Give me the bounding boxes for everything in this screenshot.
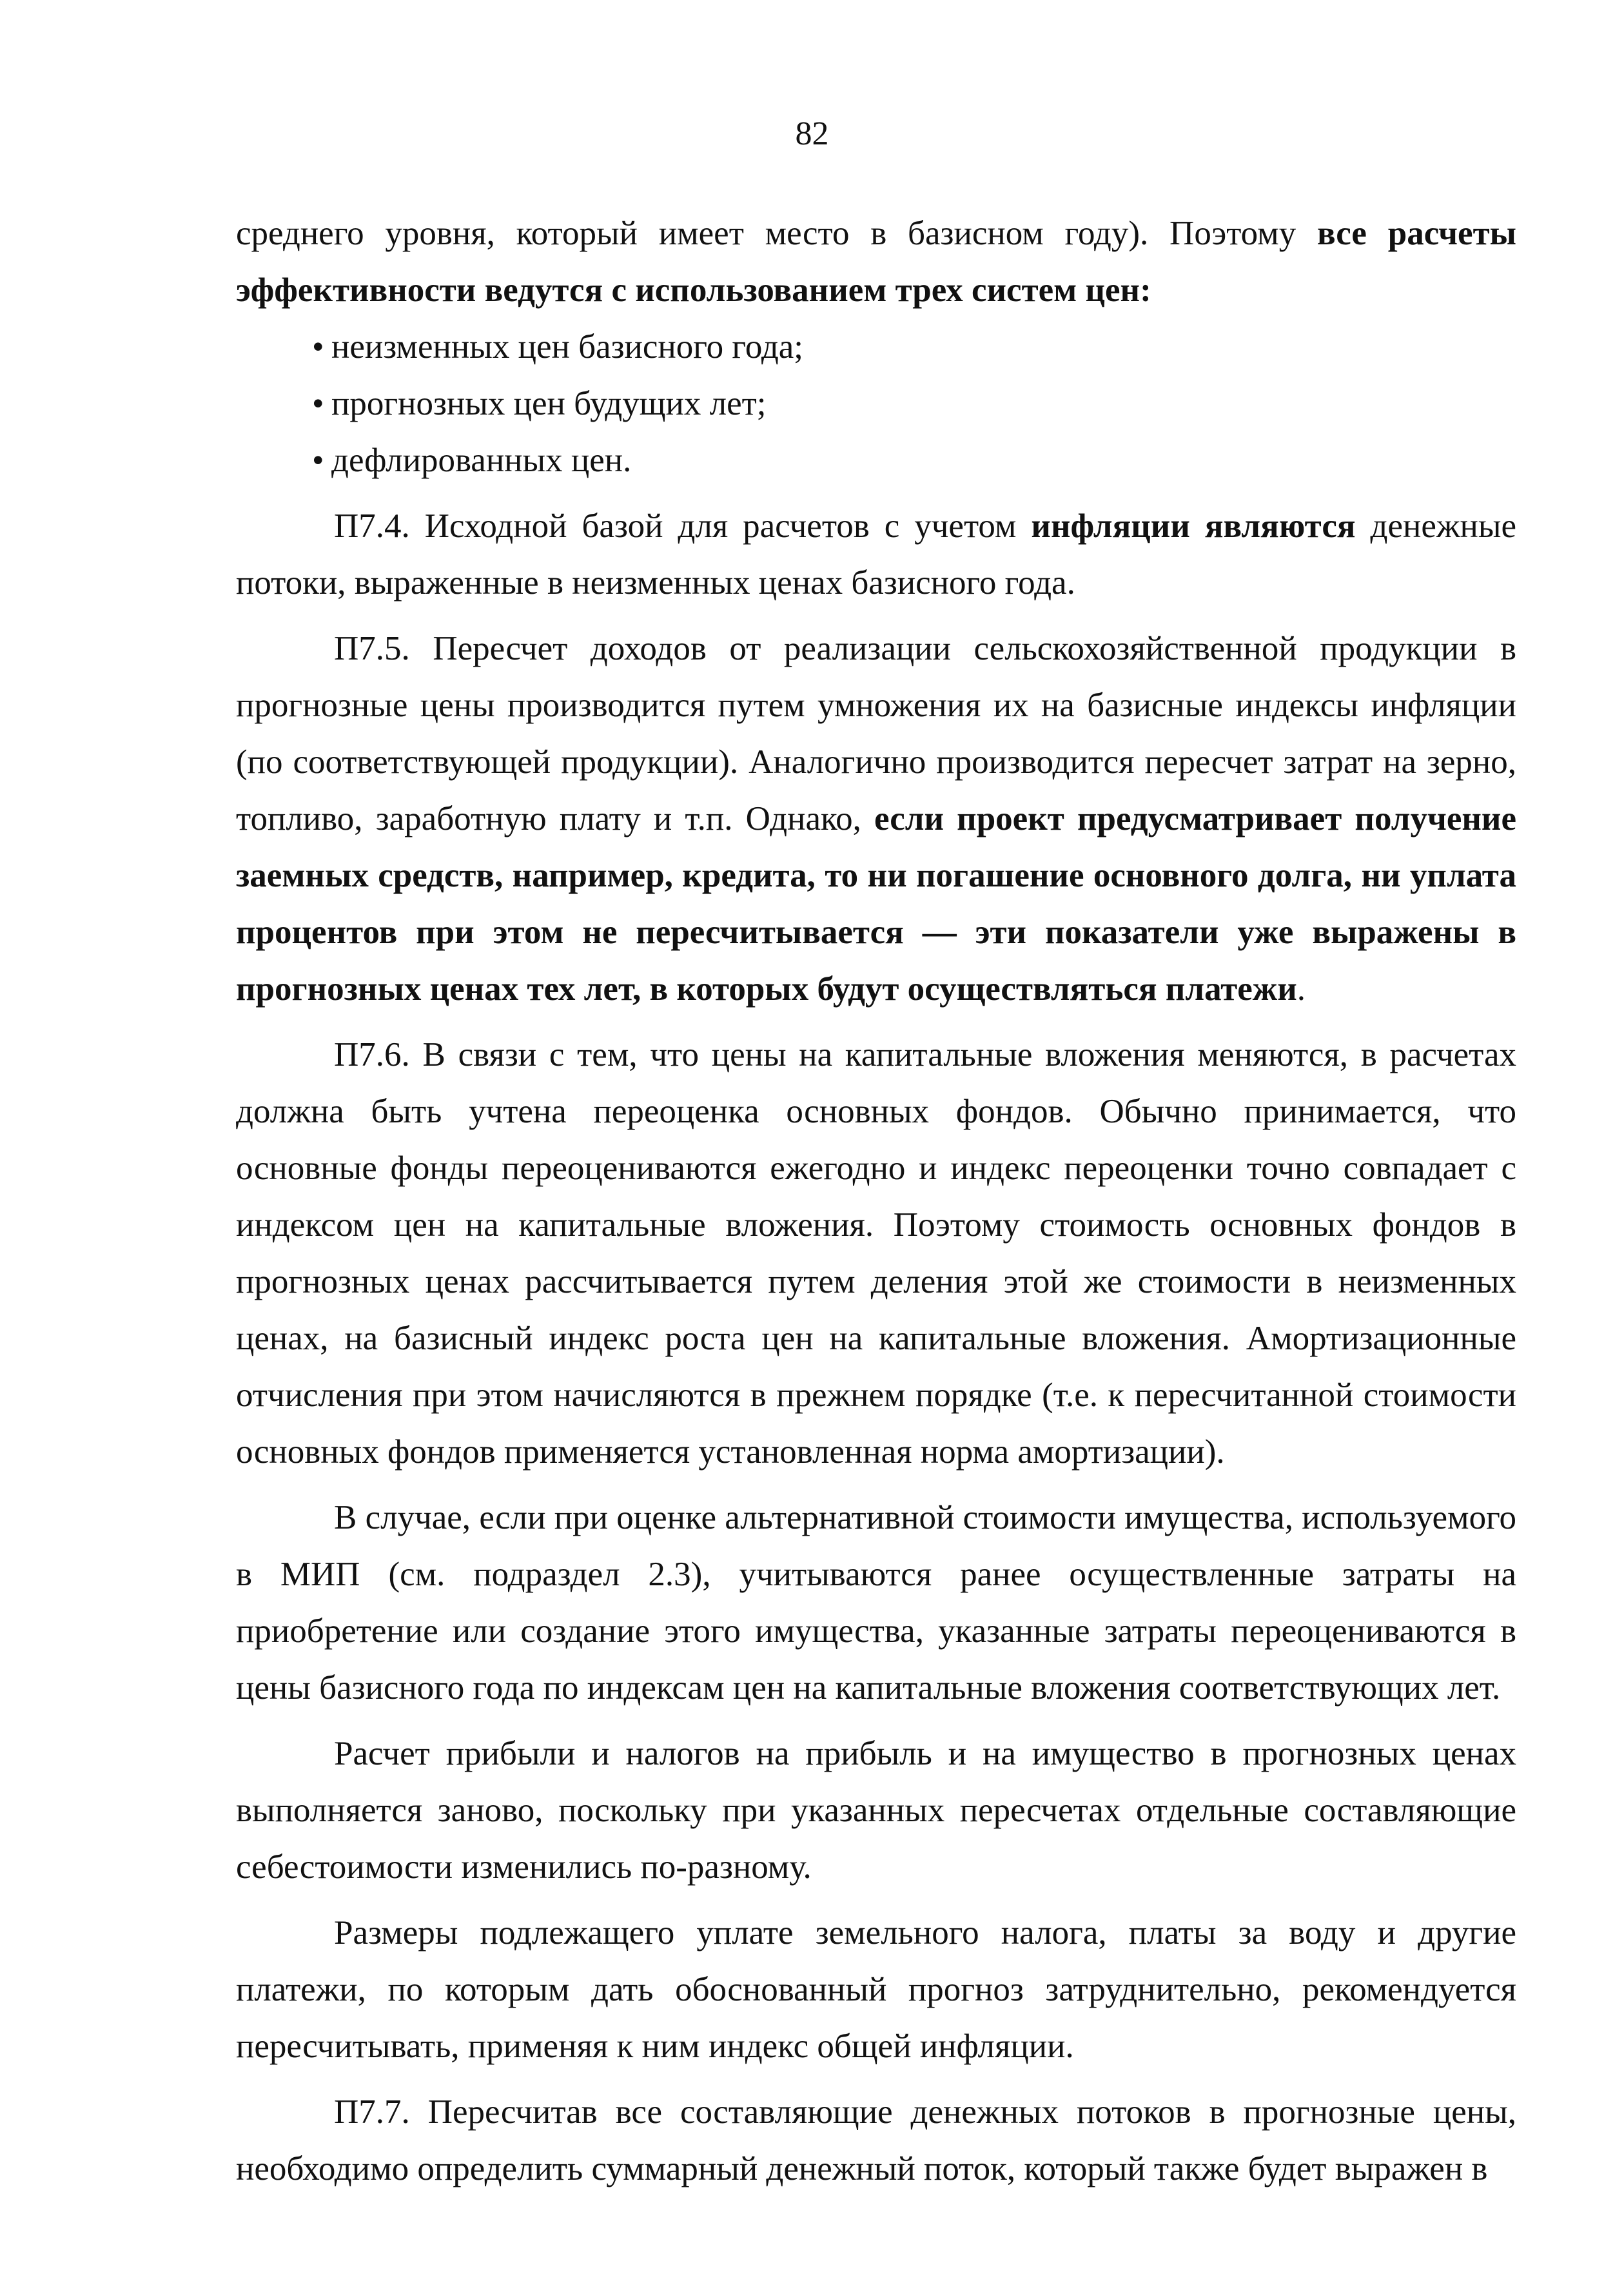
bullet-icon: • — [312, 442, 324, 479]
document-body — [236, 205, 1516, 2197]
paragraph-p7-5 — [236, 620, 1516, 1017]
paragraph-continuation — [236, 205, 1516, 318]
list-item-text: прогнозных цен будущих лет; — [331, 385, 767, 422]
list-item-text: дефлированных цен. — [331, 442, 632, 479]
bullet-icon: • — [312, 328, 324, 366]
text-segment: П7.6. В связи с тем, что цены на капитальные вложения меняются, в расчетах должна быть учтена переоценка основных фондов. Обычно принимается, что основные фонды переоцениваются ежегодно и индекс переоценки точно совпадает с индексом цен на капитальные вложения. Поэтому стоимость основных фондов в прогнозных ценах рассчитывается путем деления этой же стоимости в неизменных ценах, на базисный индекс роста цен на капитальные вложения. Амортизационные отчисления при этом начисляются в прежнем порядке (т.е. к пересчитанной стоимости основных фондов применяется установленная норма амортизации). — [236, 1036, 1516, 1471]
bold-segment: если проект предусматривает получение заемных средств, например, кредита, то ни погашение основного долга, ни уплата процентов при этом не пересчитывается — эти показатели уже выражены в прогнозных ценах тех лет, в которых будут осуществляться платежи — [236, 800, 1516, 1008]
paragraph-profit-tax — [236, 1725, 1516, 1895]
paragraph-alternative-cost — [236, 1489, 1516, 1716]
text-segment: . — [1296, 970, 1306, 1008]
list-item — [312, 432, 1516, 489]
bold-segment: инфляции являются — [1031, 507, 1356, 545]
text-segment: П7.7. Пересчитав все составляющие денежных потоков в прогнозные цены, необходимо определить суммарный денежный поток, который также будет выражен в — [236, 2093, 1516, 2187]
price-systems-list — [236, 318, 1516, 489]
text-segment: П7.4. Исходной базой для расчетов с учетом — [334, 507, 1032, 545]
bullet-icon: • — [312, 385, 324, 422]
text-segment: среднего уровня, который имеет место в базисном году). Поэтому — [236, 215, 1317, 252]
page-number: 82 — [795, 115, 829, 152]
paragraph-land-tax — [236, 1904, 1516, 2075]
bold-segment: все расчеты эффективности ведутся с использованием трех систем цен: — [236, 215, 1516, 309]
paragraph-p7-7 — [236, 2084, 1516, 2197]
text-segment: Размеры подлежащего уплате земельного налога, платы за воду и другие платежи, по которым дать обоснованный прогноз затруднительно, рекомендуется пересчитывать, применяя к ним индекс общей инфляции. — [236, 1914, 1516, 2065]
text-segment: В случае, если при оценке альтернативной стоимости имущества, используемого в МИП (см. подраздел 2.3), учитываются ранее осуществленные затраты на приобретение или создание этого имущества, указанные затраты переоцениваются в цены базисного года по индексам цен на капитальные вложения соответствующих лет. — [236, 1499, 1516, 1707]
text-segment: денежные потоки, выраженные в неизменных ценах базисного года. — [236, 507, 1516, 602]
list-item-text: неизменных цен базисного года; — [331, 328, 804, 366]
list-item — [312, 375, 1516, 432]
paragraph-p7-6 — [236, 1026, 1516, 1480]
paragraph-p7-4 — [236, 498, 1516, 611]
text-segment: П7.5. Пересчет доходов от реализации сельскохозяйственной продукции в прогнозные цены производится путем умножения их на базисные индексы инфляции (по соответствующей продукции). Аналогично производится пересчет затрат на зерно, топливо, заработную плату и т.п. Однако, — [236, 630, 1516, 837]
text-segment: Расчет прибыли и налогов на прибыль и на имущество в прогнозных ценах выполняется заново, поскольку при указанных пересчетах отдельные составляющие себестоимости изменились по-разному. — [236, 1735, 1516, 1886]
list-item — [312, 318, 1516, 375]
